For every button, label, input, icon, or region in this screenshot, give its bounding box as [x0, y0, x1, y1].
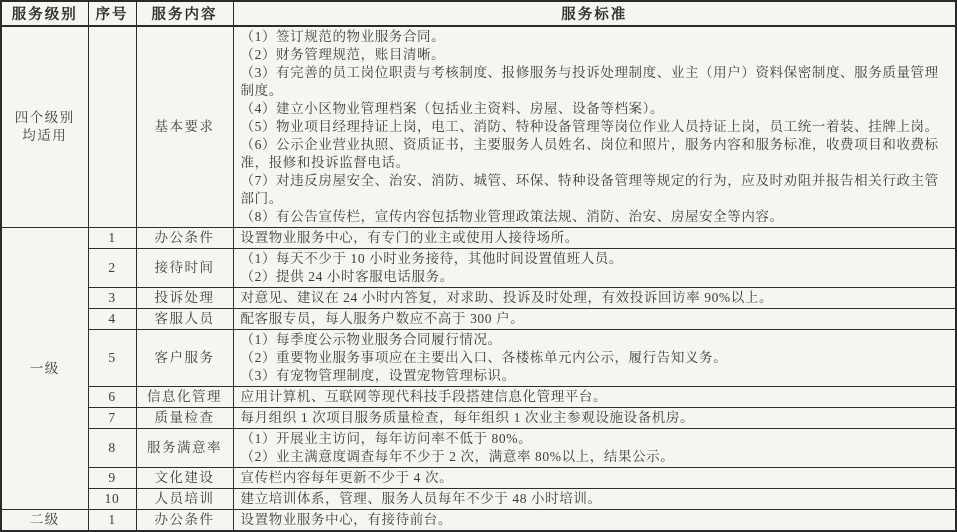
standard-line: （3）有完善的员工岗位职责与考核制度、报修服务与投诉处理制度、业主（用户）资料保密制度、服务质量管理制度。 [240, 65, 939, 98]
standard-line: （2）重要物业服务事项应在主要出入口、各楼栋单元内公示，履行告知义务。 [240, 350, 728, 365]
row-number: 3 [88, 288, 136, 309]
table-row [1, 330, 956, 387]
standard-line: 宣传栏内容每年更新不少于 4 次。 [240, 470, 454, 485]
row-number: 10 [88, 489, 136, 510]
service-standard [233, 468, 956, 489]
service-content: 基本要求 [136, 26, 233, 228]
service-standard [233, 510, 956, 532]
standard-line: （1）每季度公示物业服务合同履行情况。 [240, 332, 502, 347]
standard-line: 配客服专员，每人服务户数应不高于 300 户。 [240, 311, 525, 326]
standard-line: （1）开展业主访问，每年访问率不低于 80%。 [240, 431, 533, 446]
table-row [1, 228, 956, 249]
standard-line: （1）每天不少于 10 小时业务接待，其他时间设置值班人员。 [240, 251, 623, 266]
table-header [1, 1, 956, 26]
column-header-number: 序号 [88, 1, 136, 26]
service-standard [233, 26, 956, 228]
service-standard [233, 408, 956, 429]
table-row [1, 309, 956, 330]
service-content: 客户服务 [136, 330, 233, 387]
service-standard [233, 288, 956, 309]
standard-line: （2）提供 24 小时客服电话服务。 [240, 269, 454, 284]
table-row [1, 387, 956, 408]
column-header-service-standard: 服务标准 [233, 1, 956, 26]
table-row [1, 249, 956, 288]
row-number [88, 26, 136, 228]
standard-line: （3）有宠物管理制度，设置宠物管理标识。 [240, 368, 516, 383]
service-content: 信息化管理 [136, 387, 233, 408]
standard-line: （1）签订规范的物业服务合同。 [240, 29, 446, 44]
standard-line: （7）对违反房屋安全、治安、消防、城管、环保、特种设备管理等规定的行为，应及时劝阻并报告相关行政主管部门。 [240, 173, 939, 206]
service-content: 客服人员 [136, 309, 233, 330]
standard-line: 对意见、建议在 24 小时内答复，对求助、投诉及时处理，有效投诉回访率 90%以上。 [240, 290, 774, 305]
level-cell: 四个级别均适用 [1, 26, 88, 228]
standard-line: 每月组织 1 次项目服务质量检查，每年组织 1 次业主参观设施设备机房。 [240, 410, 695, 425]
table-body [1, 26, 956, 531]
row-number: 5 [88, 330, 136, 387]
service-content: 服务满意率 [136, 429, 233, 468]
table-row [1, 510, 956, 532]
standard-line: 设置物业服务中心，有专门的业主或使用人接待场所。 [240, 230, 579, 245]
row-number: 2 [88, 249, 136, 288]
table-row [1, 408, 956, 429]
service-content: 办公条件 [136, 228, 233, 249]
standard-line: 应用计算机、互联网等现代科技手段搭建信息化管理平台。 [240, 389, 608, 404]
column-header-service-level: 服务级别 [1, 1, 88, 26]
service-standard [233, 309, 956, 330]
row-number: 7 [88, 408, 136, 429]
service-standard [233, 228, 956, 249]
table-row [1, 26, 956, 228]
table-row [1, 468, 956, 489]
service-content: 文化建设 [136, 468, 233, 489]
service-content: 质量检查 [136, 408, 233, 429]
service-content: 接待时间 [136, 249, 233, 288]
row-number: 1 [88, 510, 136, 532]
service-content: 办公条件 [136, 510, 233, 532]
row-number: 9 [88, 468, 136, 489]
standard-line: （6）公示企业营业执照、资质证书，主要服务人员姓名、岗位和照片，服务内容和服务标准，收费项目和收费标准，报修和投诉监督电话。 [240, 137, 939, 170]
standard-line: 设置物业服务中心，有接待前台。 [240, 512, 452, 527]
standard-line: 建立培训体系，管理、服务人员每年不少于 48 小时培训。 [240, 491, 602, 506]
table-row [1, 288, 956, 309]
row-number: 8 [88, 429, 136, 468]
table-row [1, 489, 956, 510]
row-number: 1 [88, 228, 136, 249]
service-content: 投诉处理 [136, 288, 233, 309]
header-row [1, 1, 956, 26]
service-content: 人员培训 [136, 489, 233, 510]
level-cell: 二级 [1, 510, 88, 532]
service-standard [233, 429, 956, 468]
service-standard [233, 489, 956, 510]
service-standard [233, 330, 956, 387]
level-cell: 一级 [1, 228, 88, 510]
row-number: 4 [88, 309, 136, 330]
standard-line: （4）建立小区物业管理档案（包括业主资料、房屋、设备等档案）。 [240, 101, 665, 116]
standard-line: （2）业主满意度调查每年不少于 2 次，满意率 80%以上，结果公示。 [240, 449, 675, 464]
service-standard [233, 387, 956, 408]
service-standard [233, 249, 956, 288]
row-number: 6 [88, 387, 136, 408]
table-row [1, 429, 956, 468]
standard-line: （5）物业项目经理持证上岗，电工、消防、特种设备管理等岗位作业人员持证上岗，员工统一着装、挂牌上岗。 [240, 119, 939, 134]
column-header-service-content: 服务内容 [136, 1, 233, 26]
standard-line: （2）财务管理规范，账目清晰。 [240, 47, 446, 62]
standard-line: （8）有公告宣传栏，宣传内容包括物业管理政策法规、消防、治安、房屋安全等内容。 [240, 209, 784, 224]
